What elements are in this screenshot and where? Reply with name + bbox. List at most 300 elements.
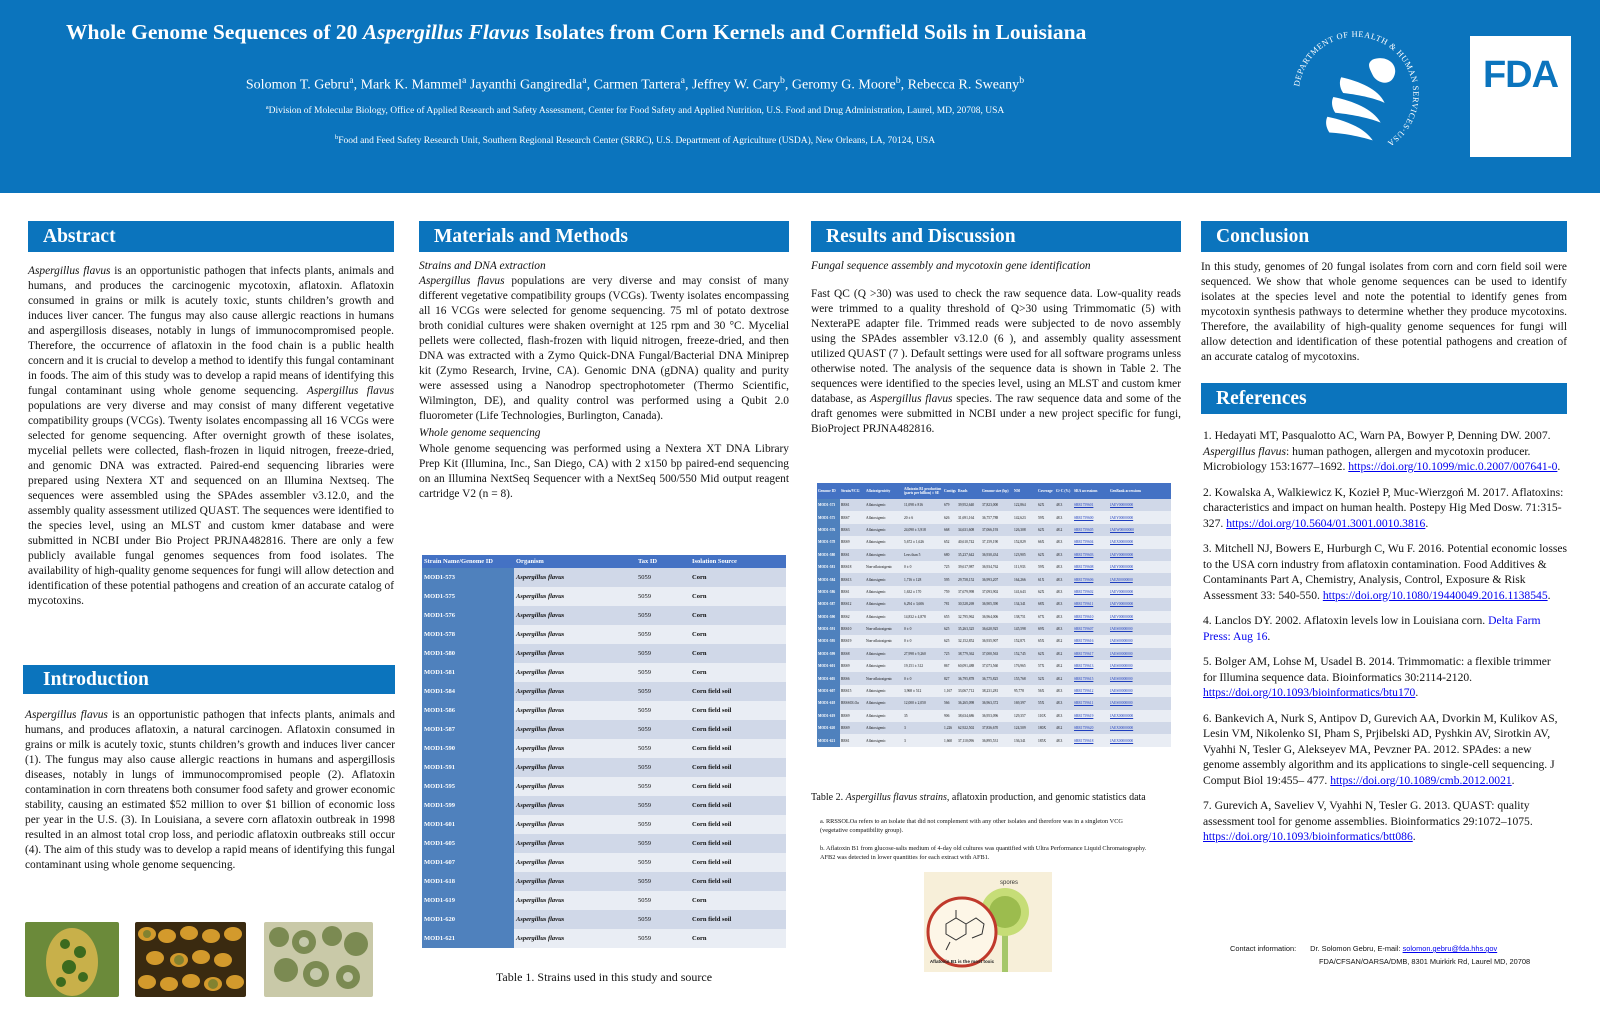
table-cell: Aspergillus flavus: [514, 834, 636, 853]
table-cell: Less than 5: [903, 549, 943, 561]
table-cell: 32,795,962: [957, 611, 981, 623]
table-cell: Aspergillus flavus: [514, 777, 636, 796]
table-cell: RRS13: [840, 573, 865, 585]
table-cell: 129,357: [1013, 710, 1037, 722]
table-cell: RRS9: [840, 710, 865, 722]
table-cell: 595: [943, 573, 957, 585]
accession-link[interactable]: SRR1759607: [1073, 623, 1109, 635]
corn-kernels-photo: [135, 922, 246, 997]
table-cell: 141,643: [1013, 586, 1037, 598]
table-cell: MOD1-621: [817, 734, 840, 746]
strain-table-header: [422, 555, 786, 568]
table-cell: 59X: [1037, 561, 1055, 573]
table-row: [817, 685, 1171, 697]
table-cell: RRS6: [840, 672, 865, 684]
genome-stats-header: [817, 483, 1171, 499]
table-cell: RRS15: [840, 685, 865, 697]
table-cell: Aflatoxigenic: [865, 648, 903, 660]
table-cell: 27,998 ± 9,260: [903, 648, 943, 660]
table-cell: 6,294 ± 3,606: [903, 598, 943, 610]
table-cell: 36,993,207: [981, 573, 1013, 585]
aflatoxin-label: Aflatoxin B1 is the most toxic: [929, 959, 995, 964]
table-cell: 655: [943, 611, 957, 623]
table-cell: 57X: [1037, 660, 1055, 672]
table-cell: 39,952,640: [957, 499, 981, 511]
table-cell: Aspergillus flavus: [514, 815, 636, 834]
genome-stats-table: [817, 483, 1171, 747]
strain-table-column-header: Isolation Source: [690, 555, 786, 568]
table-cell: 48.3: [1055, 536, 1073, 548]
results-text: Fast QC (Q >30) was used to check the raw sequence data. Low-quality reads were trimmed to a quality threshold of Q>30 using Trimmomatic (5) with NexteraPE adapter file. Trimmed reads were subjected to de novo assembly using the SPAdes assembler v3.12.0 (6 ), and assembly quality assessment utilized QUAST (7 ). Default settings were used for all software programs unless otherwise noted. The analysis of the sequence data is shown in Table 2. The sequences were identified to the species level, using an MLST and custom kmer database, as Aspergillus flavus species. The raw sequence data and some of the draft genomes were submitted in NCBI under a new project specific for fungi, BioProject PRJNA482816.: [811, 288, 1181, 435]
accession-link[interactable]: JAES00000000: [1109, 697, 1171, 709]
accession-link[interactable]: SRR1759600: [1073, 511, 1109, 523]
table-cell: 35,237,642: [957, 549, 981, 561]
table-row: [817, 660, 1171, 672]
accession-link[interactable]: SRR1759611: [1073, 598, 1109, 610]
reference-7-link[interactable]: https://doi.org/10.1093/bioinformatics/btt086: [1203, 830, 1413, 843]
table-cell: RRS9: [840, 536, 865, 548]
table-cell: Aspergillus flavus: [514, 568, 636, 587]
table-cell: Aspergillus flavus: [514, 587, 636, 606]
table-row: [817, 635, 1171, 647]
table-row: [817, 710, 1171, 722]
table-cell: 5059: [636, 568, 690, 587]
table-cell: 62X: [1037, 586, 1055, 598]
table-cell: 1,167: [943, 685, 957, 697]
table-cell: MOD1-621: [422, 929, 514, 948]
accession-link[interactable]: SRR1759617: [1073, 648, 1109, 660]
table-cell: 152,745: [1013, 648, 1037, 660]
accession-link[interactable]: JAEW00000000: [1109, 524, 1171, 536]
table-cell: Non-aflatoxigenic: [865, 635, 903, 647]
table-cell: Corn: [690, 587, 786, 606]
table-cell: Non-aflatoxigenic: [865, 623, 903, 635]
table-cell: 145,598: [1013, 623, 1037, 635]
column-1: [28, 221, 394, 609]
accession-link[interactable]: SRR1759620: [1073, 722, 1109, 734]
reference-7: 7. Gurevich A, Saveliev V, Vyahhi N, Tesler G. 2013. QUAST: quality assessment tool for genome assemblies. Bioinformatics 29:1072–1075. https://doi.org/10.1093/bioinformatics/btt086.: [1203, 799, 1533, 843]
table-cell: Corn field soil: [690, 815, 786, 834]
table-cell: 48.3: [1055, 697, 1073, 709]
reference-6: 6. Bankevich A, Nurk S, Antipov D, Gurevich AA, Dvorkin M, Kulikov AS, Lesin VM, Nikolenko SI, Pham S, Prjibelski AD, Pyshkin AV, Sirotkin AV, Vyahhi N, Tesler G, Alekseyev MA, Pevzner PA. 2012. SPAdes: a new genome assembly algorithm and its applications to single-cell sequencing. J Comput Biol 19:455– 477. https://doi.org/10.1089/cmb.2012.0021.: [1203, 711, 1558, 787]
table-cell: 62X: [1037, 524, 1055, 536]
table-cell: 164,266: [1013, 573, 1037, 585]
table-cell: 38,779,362: [957, 648, 981, 660]
table-cell: 37,836,670: [981, 722, 1013, 734]
table-cell: 24,090 ± 3,918: [903, 524, 943, 536]
table-row: [422, 891, 786, 910]
table-cell: 48.3: [1055, 549, 1073, 561]
table-cell: RRS9: [840, 660, 865, 672]
accession-link[interactable]: JAEY00000000: [1109, 561, 1171, 573]
table-cell: RRS18: [840, 561, 865, 573]
accession-link[interactable]: SRR1759611: [1073, 697, 1109, 709]
accession-link[interactable]: JAEV00000000: [1109, 499, 1171, 511]
table-cell: 31,691,164: [957, 511, 981, 523]
table-cell: 36,775,825: [981, 672, 1013, 684]
table-cell: Aflatoxigenic: [865, 598, 903, 610]
table-cell: 152,871: [1013, 635, 1037, 647]
column-1-intro: [23, 665, 395, 873]
table-row: [817, 648, 1171, 660]
table-cell: 679: [943, 499, 957, 511]
table-row: [422, 910, 786, 929]
author-affiliation-mark: b: [1019, 75, 1025, 86]
reference-list: [1201, 428, 1567, 845]
table-cell: 3,968 ± 512: [903, 685, 943, 697]
table-cell: Corn: [690, 625, 786, 644]
table1-wrapper: [422, 555, 786, 952]
table-cell: 5059: [636, 720, 690, 739]
table-cell: 48.2: [1055, 660, 1073, 672]
table-row: [817, 561, 1171, 573]
accession-link[interactable]: JAES00000000: [1109, 648, 1171, 660]
table-cell: MOD1-578: [422, 625, 514, 644]
genome-stats-column-header: Aflatoxin B1 production (parts per billion) ± SE: [903, 483, 943, 499]
table-cell: 5059: [636, 758, 690, 777]
abstract-heading: Abstract: [28, 221, 394, 252]
author-affiliation-mark: a: [462, 75, 467, 86]
table-cell: 176,965: [1013, 660, 1037, 672]
table-cell: 62,922,502: [957, 722, 981, 734]
table-cell: MOD1-599: [422, 796, 514, 815]
table-cell: 35: [903, 710, 943, 722]
table-cell: MOD1-590: [422, 739, 514, 758]
table-cell: Corn field soil: [690, 872, 786, 891]
strain-table-column-header: Organism: [514, 555, 636, 568]
table-cell: MOD1-601: [422, 815, 514, 834]
author-affiliation-mark: b: [779, 75, 785, 86]
table-cell: 906: [943, 710, 957, 722]
table-cell: RRSSOLOa: [840, 697, 865, 709]
reference-2: 2. Kowalska A, Walkiewicz K, Kozieł P, Muc-Wierzgoń M. 2017. Aflatoxins: characteristics and impact on human health. Postepy Hig Med Dosw. 71:315-327. https://doi.org/10.5604/01.3001.0010.3816.: [1203, 485, 1564, 530]
table-cell: 5059: [636, 739, 690, 758]
table-cell: Aspergillus flavus: [514, 758, 636, 777]
table-cell: 19,151 ± 312: [903, 660, 943, 672]
table-cell: 36,934,762: [981, 561, 1013, 573]
table-cell: MOD1-581: [422, 663, 514, 682]
table-cell: 48.3: [1055, 685, 1073, 697]
accession-link[interactable]: SRR1759603: [1073, 549, 1109, 561]
table-row: [422, 606, 786, 625]
accession-link[interactable]: SRR1759616: [1073, 635, 1109, 647]
accession-link[interactable]: SRR1759602: [1073, 586, 1109, 598]
table-cell: Corn field soil: [690, 853, 786, 872]
table2-caption: Table 2. Aspergillus flavus strains, aflatoxin production, and genomic statistics data: [811, 792, 1146, 803]
table-row: [817, 524, 1171, 536]
author-name: Jeffrey W. Cary: [691, 77, 780, 93]
genome-stats-column-header: Reads: [957, 483, 981, 499]
table-row: [422, 644, 786, 663]
contact-email-link[interactable]: solomon.gebru@fda.hhs.gov: [1402, 944, 1498, 953]
table-cell: Aspergillus flavus: [514, 720, 636, 739]
table2-note-a: a. RRSSOLOa refers to an isolate that did not complement with any other isolates and therefore was in a singleton VCG (vegetative compatibility group).: [820, 818, 1123, 834]
table-cell: MOD1-584: [817, 573, 840, 585]
table-row: [422, 739, 786, 758]
table-cell: Corn field soil: [690, 834, 786, 853]
table-row: [422, 663, 786, 682]
table-cell: Corn: [690, 891, 786, 910]
table-cell: Aspergillus flavus: [514, 682, 636, 701]
table-cell: 725: [943, 648, 957, 660]
table-cell: 11,098 ± 816: [903, 499, 943, 511]
table-cell: MOD1-578: [817, 536, 840, 548]
results-heading: Results and Discussion: [811, 221, 1181, 252]
table-cell: 5059: [636, 682, 690, 701]
genome-stats-column-header: Genome ID: [817, 483, 840, 499]
genome-stats-column-header: GenBank accessions: [1109, 483, 1171, 499]
accession-link[interactable]: JAES00000000: [1109, 635, 1171, 647]
table-cell: Non-aflatoxigenic: [865, 672, 903, 684]
table-cell: MOD1-586: [817, 586, 840, 598]
author-separator: ,: [353, 77, 361, 93]
table-cell: Corn: [690, 929, 786, 948]
table-cell: 36,935,907: [981, 635, 1013, 647]
fda-logo-text: FDA: [1482, 54, 1559, 96]
table-row: [422, 796, 786, 815]
table-cell: 134,341: [1013, 598, 1037, 610]
accession-link[interactable]: SRR1759606: [1073, 573, 1109, 585]
table-row: [422, 701, 786, 720]
accession-link[interactable]: SRR1759618: [1073, 734, 1109, 746]
table-row: [817, 549, 1171, 561]
table-cell: 5059: [636, 815, 690, 834]
table-cell: 668: [943, 524, 957, 536]
table-cell: RRS12: [840, 598, 865, 610]
table-cell: 185X: [1037, 734, 1055, 746]
table-cell: 36,620,925: [981, 623, 1013, 635]
reference-1-link[interactable]: https://doi.org/10.1099/mic.0.2007/007641-0: [1348, 460, 1558, 473]
table-cell: 625: [943, 623, 957, 635]
table-cell: 867: [943, 660, 957, 672]
table-cell: MOD1-576: [422, 606, 514, 625]
table-cell: MOD1-619: [422, 891, 514, 910]
accession-link[interactable]: SRR1759601: [1073, 499, 1109, 511]
table-cell: 36,265,098: [957, 697, 981, 709]
table-cell: RRS10: [840, 623, 865, 635]
accession-link[interactable]: JAES00000000: [1109, 623, 1171, 635]
accession-link[interactable]: SRR1759613: [1073, 660, 1109, 672]
table-row: [817, 611, 1171, 623]
accession-link[interactable]: SRR1759605: [1073, 524, 1109, 536]
author-name: Jayanthi Gangiredla: [469, 77, 583, 93]
hhs-seal-logo: [1282, 20, 1430, 168]
table-cell: Aflatoxigenic: [865, 685, 903, 697]
table-cell: MOD1-619: [817, 710, 840, 722]
table-cell: MOD1-605: [422, 834, 514, 853]
table-cell: 62X: [1037, 549, 1055, 561]
accession-link[interactable]: JAES00000000: [1109, 685, 1171, 697]
table-cell: 52X: [1037, 672, 1055, 684]
accession-link[interactable]: JAEX00000000: [1109, 722, 1171, 734]
table-cell: 14,832 ± 4,878: [903, 611, 943, 623]
accession-link[interactable]: SRR1759619: [1073, 710, 1109, 722]
table-cell: 48.3: [1055, 710, 1073, 722]
author-name: Mark K. Mammel: [360, 77, 463, 93]
accession-link[interactable]: JAEX00000000: [1109, 536, 1171, 548]
table-cell: 37,823,000: [981, 499, 1013, 511]
table-cell: Aflatoxigenic: [865, 710, 903, 722]
table-row: [422, 929, 786, 948]
table-cell: Corn field soil: [690, 910, 786, 929]
accession-link[interactable]: SRR1759610: [1073, 611, 1109, 623]
table-cell: 48.2: [1055, 524, 1073, 536]
table-cell: 37,679,998: [957, 586, 981, 598]
table-cell: 626: [943, 511, 957, 523]
table-cell: 680: [943, 549, 957, 561]
fungus-culture-photo: [264, 922, 373, 997]
table-cell: MOD1-620: [817, 722, 840, 734]
table-row: [817, 511, 1171, 523]
accession-link[interactable]: JAEX00000000: [1109, 710, 1171, 722]
table-row: [817, 697, 1171, 709]
table-cell: Aflatoxigenic: [865, 536, 903, 548]
table-cell: MOD1-595: [817, 635, 840, 647]
genome-stats-column-header: N50: [1013, 483, 1037, 499]
table-cell: 48.2: [1055, 672, 1073, 684]
table2-note-b: b. Aflatoxin B1 from glucose-salts medium of 4-day old cultures was quantified with Ultra Performance Liquid Chromatography. AFB2 was detected in lower quantities for each extract with AFB1.: [820, 845, 1147, 861]
reference-3: 3. Mitchell NJ, Bowers E, Hurburgh C, Wu F. 2016. Potential economic losses to the USA corn industry from aflatoxin contamination. Food Additives & Contaminants Part A, Chemistry, Analysis, Control, Exposure & Risk Assessment 33: 540-550. https://doi.org/10.1080/19440049.2016.1138545.: [1203, 542, 1567, 602]
table-cell: MOD1-581: [817, 561, 840, 573]
table-cell: 1,660: [943, 734, 957, 746]
table-cell: Aflatoxigenic: [865, 549, 903, 561]
table-cell: 122,864: [1013, 499, 1037, 511]
poster-title: Whole Genome Sequences of 20 Aspergillus Flavus Isolates from Corn Kernels and Cornfield Soils in Louisiana: [66, 20, 1087, 44]
table-cell: 48.3: [1055, 623, 1073, 635]
reference-5-link[interactable]: https://doi.org/10.1093/bioinformatics/btu170: [1203, 686, 1416, 699]
table-cell: 110X: [1037, 710, 1055, 722]
accession-link[interactable]: SRR1759608: [1073, 561, 1109, 573]
author-separator: ,: [900, 77, 908, 93]
author-affiliation-mark: a: [582, 75, 587, 86]
author-name: Solomon T. Gebru: [245, 77, 350, 93]
table-cell: MOD1-595: [422, 777, 514, 796]
accession-link[interactable]: JAEX00000000: [1109, 734, 1171, 746]
table-cell: 62X: [1037, 499, 1055, 511]
table-row: [817, 573, 1171, 585]
table-row: [422, 568, 786, 587]
genome-stats-column-header: Coverage: [1037, 483, 1055, 499]
table-cell: 625: [943, 635, 957, 647]
table-cell: 5059: [636, 625, 690, 644]
table-cell: 65X: [1037, 635, 1055, 647]
eagle-profile-icon: [1326, 58, 1395, 140]
table-cell: MOD1-618: [817, 697, 840, 709]
table-row: [422, 815, 786, 834]
table-cell: Aflatoxigenic: [865, 611, 903, 623]
table-cell: Corn: [690, 606, 786, 625]
table-cell: 37,110,096: [957, 734, 981, 746]
table-cell: 36,895,531: [981, 734, 1013, 746]
table-cell: 37,159,190: [981, 536, 1013, 548]
reference-1: 1. Hedayati MT, Pasqualotto AC, Warn PA, Bowyer P, Denning DW. 2007. Aspergillus flavus: human pathogen, allergen and mycotoxin producer. Microbiology 153:1677–1692. https://doi.org/10.1099/mic.0.2007/007641-0.: [1203, 429, 1561, 473]
table-row: [817, 722, 1171, 734]
table-cell: Corn: [690, 644, 786, 663]
column-4: [1201, 221, 1567, 855]
table-cell: 30,528,269: [957, 598, 981, 610]
table-cell: 169,397: [1013, 697, 1037, 709]
accession-link[interactable]: JAEV00000000: [1109, 549, 1171, 561]
accession-link[interactable]: JAEV00000000: [1109, 611, 1171, 623]
table-cell: MOD1-620: [422, 910, 514, 929]
accession-link[interactable]: SRR1759604: [1073, 536, 1109, 548]
author-separator: ,: [586, 77, 594, 93]
table-cell: 180X: [1037, 722, 1055, 734]
table-cell: RRS1: [840, 586, 865, 598]
accession-link[interactable]: JAES00000000: [1109, 672, 1171, 684]
seal-text: DEPARTMENT OF HEALTH & HUMAN SERVICES·USA: [1292, 29, 1421, 149]
table-cell: Aflatoxigenic: [865, 511, 903, 523]
table-cell: 5059: [636, 929, 690, 948]
table-cell: 12,000 ± 2,050: [903, 697, 943, 709]
introduction-text: Aspergillus flavus is an opportunistic pathogen that infects plants, animals and humans, and produces aflatoxin, a natural carcinogen. Aflatoxin consumed in grains or milk is acutely toxic, stunts children’s growth and induces liver cancer (1). The fungus may also cause allergic reactions in humans and aspergillosis diseases, notably in lungs of immunocompromised people (2). Aflatoxin contamination in corn threatens both consumer food safety and grower economic stability, causing an estimated $52 million to over $1 billion of economic loss per year in the U.S. (3). In Louisiana, a severe corn aflatoxin outbreak in 1998 resulted in an almost total crop loss, and periodic aflatoxin outbreaks still occur (4). The aim of this study was to develop a rapid means of identifying this fungal contaminant using whole genome sequencing.: [25, 709, 396, 871]
table-cell: 3: [903, 734, 943, 746]
accession-link[interactable]: JAES00000000: [1109, 660, 1171, 672]
table-cell: 3: [903, 722, 943, 734]
methods-text-wgs: Whole genome sequencing was performed using a Nextera XT DNA Library Prep Kit (Illumina, Inc., San Diego, CA) with 2 x150 bp paired-end sequencing on an Illumina NextSeq Sequencer with a NextSeq 500/550 Mid output reagent cartridge V2 (n = 8).: [419, 443, 789, 500]
genome-stats-column-header: Strain/VCG: [840, 483, 865, 499]
methods-text-strains: Aspergillus flavus populations are very diverse and may consist of many different vegetative compatibility groups (VCGs). Twenty isolates encompassing all 16 VCGs were selected for genome sequencing. 75 ml of potato dextrose broth conidial cultures were shaken overnight at 125 rpm and 30 °C. Mycelial pellets were collected, flash-frozen with liquid nitrogen, freeze-dried, and then DNA was extracted with a Zymo Quick-DNA Fungal/Bacterial DNA Miniprep kit (Zymo Research, Irvine, CA). Genomic DNA (gDNA) quality and purity were assessed using a Nanodrop spectrophotometer (Thermo Scientific, Wilmington, DE), and quality control was performed using a Qubit 2.0 fluorometer (Life Technologies, Burlington, Canada).: [419, 275, 789, 422]
table1-caption: Table 1. Strains used in this study and source: [495, 970, 713, 984]
reference-3-link[interactable]: https://doi.org/10.1080/19440049.2016.1138545: [1322, 588, 1548, 602]
table-cell: Corn field soil: [690, 682, 786, 701]
abstract-text: Aspergillus flavus is an opportunistic pathogen that infects plants, animals and humans, and produces the carcinogenic mycotoxin, aflatoxin. Aflatoxin consumed in grains or milk is acutely toxic, stunts children’s growth and induces liver cancer. The fungus may also cause allergic reactions in humans and aspergillosis diseases, notably in lungs of immunocompromised people. Therefore, the occurrence of aflatoxin in the food chain is a public health concern and it is crucial to develop a method to identify this fungal contaminant in foods. The aim of this study was to develop a rapid means of identifying this fungal contaminant using whole genome sequencing. Aspergillus flavus populations are very diverse and may consist of many different vegetative compatibility groups (VCGs). Twenty isolates encompassing all 16 VCGs were selected for genome sequencing. After overnight growth of these isolates, mycelial pellets were collected, flash-frozen in liquid nitrogen, freeze-dried, and genomic DNA was extracted. Paired-end sequencing libraries were prepared using Nextera XT and sequenced on an Illumina Nextseq. The sequences were assembled using the SPAdes assembler v3.12.0, and the assembly quality assessment utilized QUAST. The sequences were identified to the species level, using an MLST and custom kmer database and were submitted in NCBI under Bio Project PRJNA482816. There are only a few publicly available fungal genomes sequences from food isolates. The availability of high-quality genome sequences for fungi will allow detection and identification of these potential pathogens and creation of an accurate catalog of mycotoxins.: [28, 265, 395, 607]
table-cell: MOD1-586: [422, 701, 514, 720]
author-name: Rebecca R. Sweany: [907, 77, 1020, 93]
table-cell: 37,093,902: [981, 586, 1013, 598]
methods-heading: Materials and Methods: [419, 221, 789, 252]
table-cell: 1,716 ± 128: [903, 573, 943, 585]
reference-4: 4. Lanclos DY. 2002. Aflatoxin levels low in Louisiana corn. Delta Farm Press: Aug 16.: [1203, 614, 1541, 643]
table-row: [422, 758, 786, 777]
table-cell: 48.2: [1055, 635, 1073, 647]
reference-2-link[interactable]: https://doi.org/10.5604/01.3001.0010.3816: [1226, 516, 1426, 530]
table-cell: Aflatoxigenic: [865, 499, 903, 511]
table-cell: 0 ± 0: [903, 623, 943, 635]
genome-stats-column-header: SRA accessions: [1073, 483, 1109, 499]
aflatoxin-fungus-figure: [924, 872, 1052, 972]
contact-info: [1230, 944, 1530, 966]
reference-4-link[interactable]: Delta Farm Press: Aug 16: [1203, 614, 1541, 643]
table-cell: 5059: [636, 701, 690, 720]
table-cell: RRS8: [840, 648, 865, 660]
accession-link[interactable]: SRR1759615: [1073, 672, 1109, 684]
accession-link[interactable]: JAEZ00000000: [1109, 573, 1171, 585]
accession-link[interactable]: JAEY00000000: [1109, 511, 1171, 523]
table-cell: 34,631,608: [957, 524, 981, 536]
author-separator: ,: [784, 77, 792, 93]
reference-6-link[interactable]: https://doi.org/10.1089/cmb.2012.0021: [1330, 773, 1512, 787]
table-cell: 66X: [1037, 536, 1055, 548]
author-name: Carmen Tartera: [593, 77, 681, 93]
table-cell: 138,751: [1013, 611, 1037, 623]
accession-link[interactable]: JAEV00000000: [1109, 586, 1171, 598]
table-cell: 48.3: [1055, 511, 1073, 523]
table-cell: 126,308: [1013, 524, 1037, 536]
accession-link[interactable]: SRR1759612: [1073, 685, 1109, 697]
table-cell: 56X: [1037, 685, 1055, 697]
genome-stats-column-header: G+C (%): [1055, 483, 1073, 499]
table-cell: 123,905: [1013, 549, 1037, 561]
table-cell: Corn field soil: [690, 777, 786, 796]
table-cell: 152,829: [1013, 536, 1037, 548]
table-cell: 32,152,852: [957, 635, 981, 647]
table-cell: Aspergillus flavus: [514, 910, 636, 929]
column-3: [811, 221, 1181, 437]
accession-link[interactable]: JAEV00000000: [1109, 598, 1171, 610]
column-2: [419, 221, 789, 502]
table-cell: Aflatoxigenic: [865, 573, 903, 585]
